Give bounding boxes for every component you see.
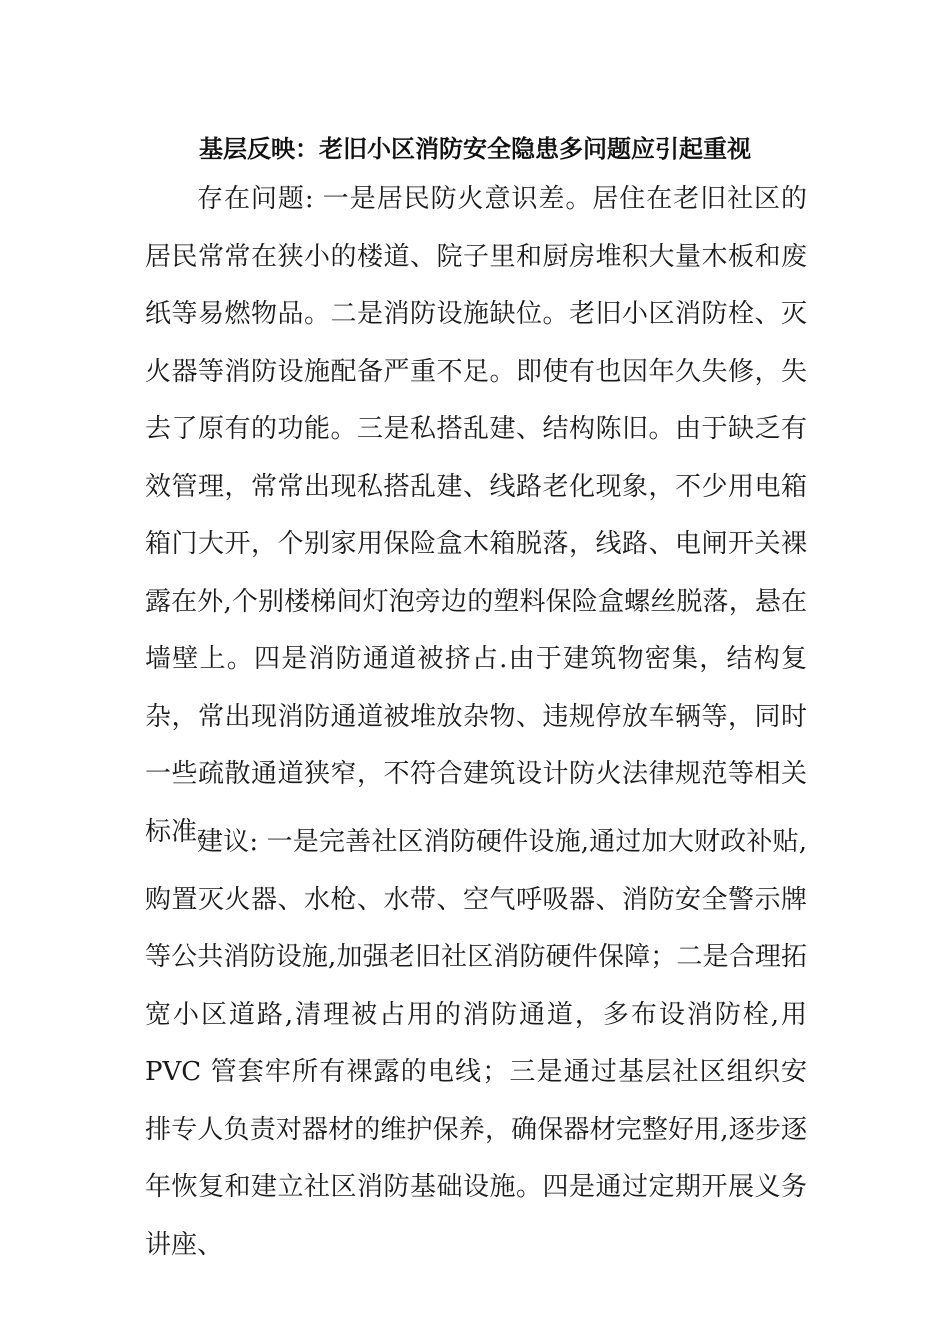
document-title: 基层反映：老旧小区消防安全隐患多问题应引起重视 (199, 135, 751, 163)
paragraph-problems: 存在问题: 一是居民防火意识差。居住在老旧社区的居民常常在狭小的楼道、院子里和厨房堆积大量木板和废纸等易燃物品。二是消防设施缺位。老旧小区消防栓、灭火器等消防设施配备严重不足。即使有也因年久失修，失去了原有的功能。三是私搭乱建、结构陈旧。由于缺乏有效管理，常常出现私搭乱建、线路老化现象，不少用电箱箱门大开，个别家用保险盒木箱脱落，线路、电闸开关裸露在外,个别楼梯间灯泡旁边的塑料保险盒螺丝脱落，悬在墙壁上。四是消防通道被挤占.由于建筑物密集，结构复杂，常出现消防通道被堆放杂物、违规停放车辆等，同时一些疏散通道狭窄，不符合建筑设计防火法律规范等相关标准。 (145, 184, 807, 847)
paragraph-suggestions: 建议: 一是完善社区消防硬件设施,通过加大财政补贴,购置灭火器、水枪、水带、空气呼吸器、消防安全警示牌等公共消防设施,加强老旧社区消防硬件保障；二是合理拓宽小区道路,清理被占用的消防通道，多布设消防栓,用 PVC 管套牢所有裸露的电线；三是通过基层社区组织安排专人负责对器材的维护保养，确保器材完整好用,逐步逐年恢复和建立社区消防基础设施。四是通过定期开展义务讲座、 (145, 827, 807, 1260)
